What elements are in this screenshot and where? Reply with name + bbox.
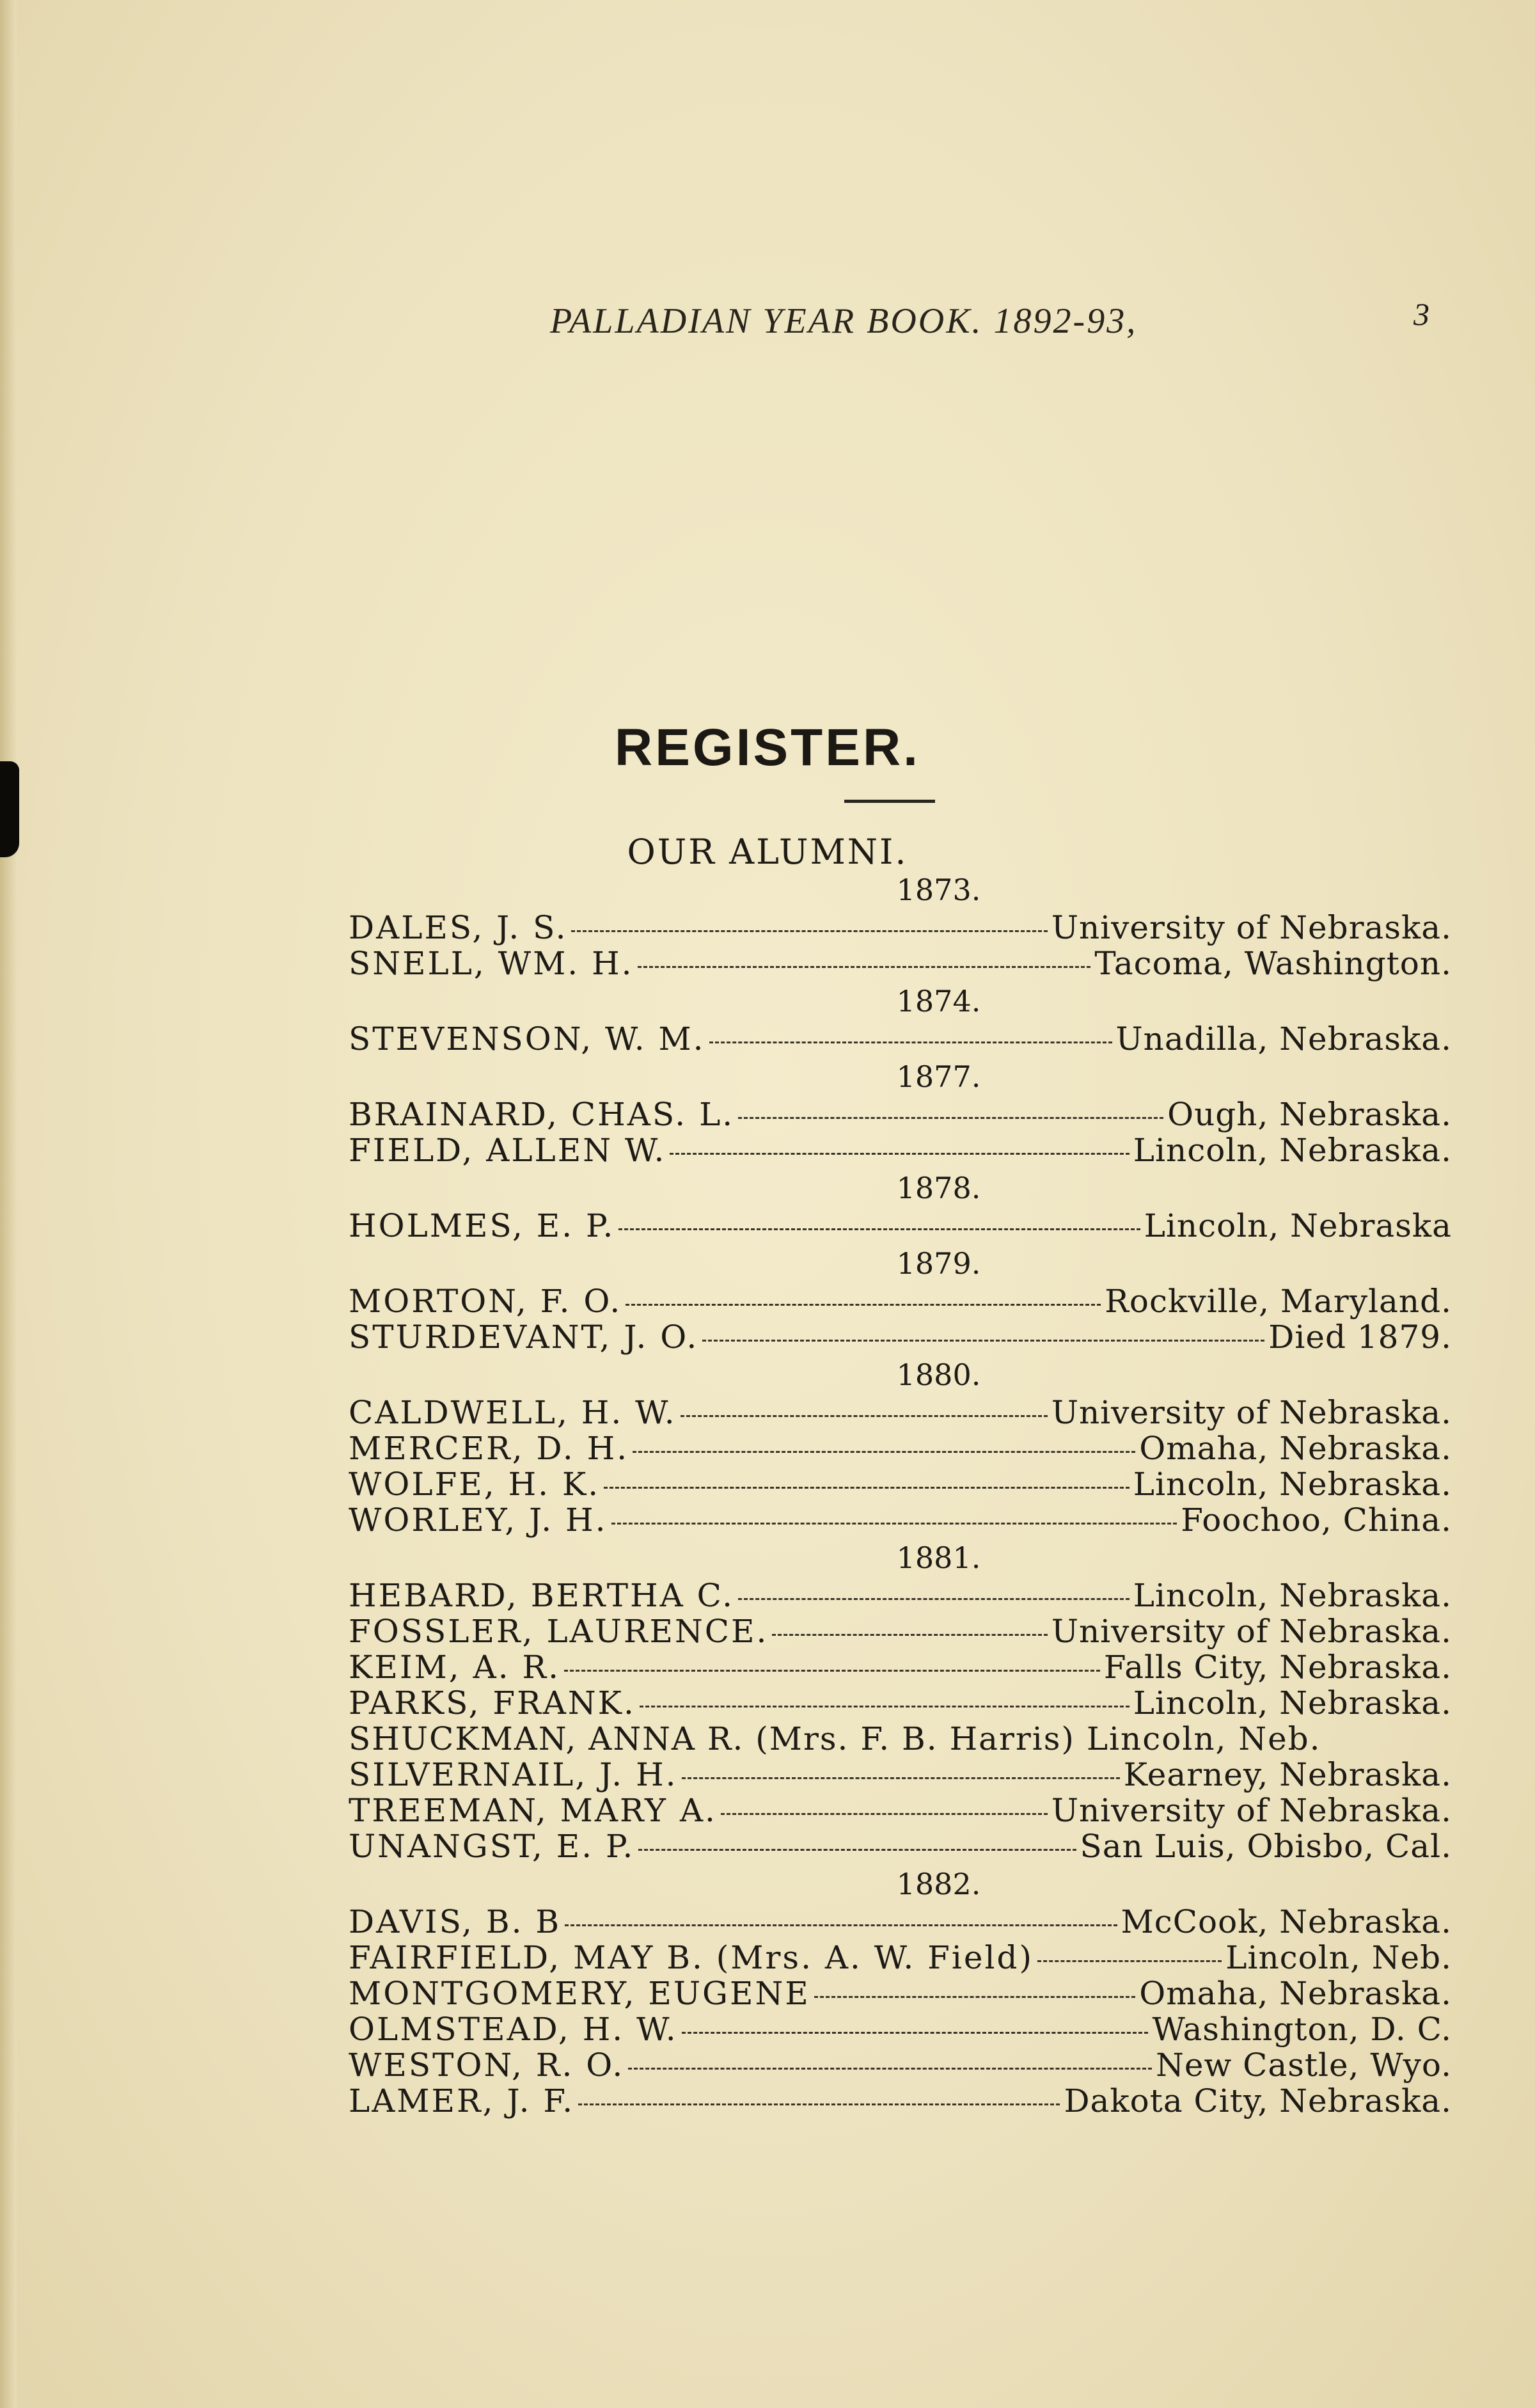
alumni-entry bbox=[349, 1430, 1452, 1466]
alumni-entry bbox=[349, 1021, 1452, 1057]
dot-leader bbox=[738, 1117, 1163, 1119]
title-rule bbox=[844, 800, 935, 803]
dot-leader bbox=[604, 1487, 1130, 1489]
alumni-location: Lincoln, Nebraska. bbox=[1133, 1466, 1452, 1503]
alumni-location: Ough, Nebraska. bbox=[1167, 1096, 1452, 1133]
alumni-entry bbox=[349, 1721, 1452, 1757]
alumni-name: HOLMES, E. P. bbox=[349, 1207, 615, 1244]
binding-edge bbox=[0, 0, 17, 2408]
alumni-location: University of Nebraska. bbox=[1051, 1394, 1452, 1431]
alumni-entry bbox=[349, 1502, 1452, 1538]
alumni-name: CALDWELL, H. W. bbox=[349, 1394, 677, 1431]
dot-leader bbox=[670, 1153, 1129, 1155]
class-year: 1877. bbox=[896, 1059, 981, 1094]
dot-leader bbox=[721, 1813, 1048, 1815]
alumni-name: DALES, J. S. bbox=[349, 909, 568, 946]
alumni-location: University of Nebraska. bbox=[1051, 1792, 1452, 1829]
alumni-location: Lincoln, Neb. bbox=[1225, 1939, 1452, 1976]
alumni-location: Lincoln, Nebraska. bbox=[1133, 1684, 1452, 1722]
alumni-entry bbox=[349, 946, 1452, 981]
alumni-entry bbox=[349, 1466, 1452, 1502]
alumni-location: Washington, D. C. bbox=[1152, 2011, 1452, 2048]
running-title: PALLADIAN YEAR BOOK. 1892-93, bbox=[550, 301, 1138, 341]
dot-leader bbox=[682, 1777, 1120, 1779]
alumni-location: Kearney, Nebraska. bbox=[1123, 1756, 1452, 1793]
alumni-name: SILVERNAIL, J. H. bbox=[349, 1756, 678, 1793]
alumni-entry bbox=[349, 1395, 1452, 1430]
alumni-name: WORLEY, J. H. bbox=[349, 1501, 608, 1539]
alumni-name: MORTON, F. O. bbox=[349, 1283, 622, 1320]
alumni-location: New Castle, Wyo. bbox=[1156, 2047, 1452, 2084]
dot-leader bbox=[738, 1598, 1130, 1600]
alumni-name: TREEMAN, MARY A. bbox=[349, 1792, 717, 1829]
class-year: 1879. bbox=[896, 1246, 981, 1281]
alumni-entry bbox=[349, 1828, 1452, 1864]
alumni-location: Lincoln, Nebraska. bbox=[1133, 1577, 1452, 1614]
alumni-entry bbox=[349, 1613, 1452, 1649]
alumni-name: SHUCKMAN, ANNA R. (Mrs. F. B. Harris) Lincoln, Neb. bbox=[349, 1720, 1321, 1757]
alumni-entry bbox=[349, 1649, 1452, 1685]
alumni-location: Omaha, Nebraska. bbox=[1139, 1430, 1452, 1467]
alumni-name: UNANGST, E. P. bbox=[349, 1828, 635, 1865]
alumni-entry bbox=[349, 2011, 1452, 2047]
dot-leader bbox=[682, 2032, 1149, 2034]
class-year: 1882. bbox=[896, 1867, 981, 1901]
class-year: 1881. bbox=[896, 1541, 981, 1575]
alumni-location: Dakota City, Nebraska. bbox=[1064, 2082, 1452, 2119]
alumni-location: Lincoln, Nebraska. bbox=[1133, 1132, 1452, 1169]
dot-leader bbox=[1037, 1960, 1222, 1962]
page-header bbox=[0, 296, 1535, 352]
dot-leader bbox=[681, 1415, 1048, 1417]
alumni-name: FOSSLER, LAURENCE. bbox=[349, 1613, 769, 1650]
alumni-register bbox=[349, 870, 1452, 2119]
dot-leader bbox=[578, 2103, 1060, 2105]
alumni-name: FAIRFIELD, MAY B. (Mrs. A. W. Field) bbox=[349, 1939, 1034, 1976]
alumni-name: OLMSTEAD, H. W. bbox=[349, 2011, 678, 2048]
alumni-entry bbox=[349, 1319, 1452, 1355]
class-year: 1874. bbox=[896, 984, 981, 1018]
alumni-name: MERCER, D. H. bbox=[349, 1430, 629, 1467]
alumni-location: University of Nebraska. bbox=[1051, 1613, 1452, 1650]
class-year: 1880. bbox=[896, 1358, 981, 1392]
alumni-location: Foochoo, China. bbox=[1181, 1501, 1452, 1539]
alumni-entry bbox=[349, 2047, 1452, 2083]
dot-leader bbox=[638, 1849, 1076, 1851]
alumni-entry bbox=[349, 2083, 1452, 2119]
alumni-location: McCook, Nebraska. bbox=[1121, 1903, 1452, 1940]
alumni-entry bbox=[349, 1793, 1452, 1828]
alumni-entry bbox=[349, 1208, 1452, 1244]
alumni-entry bbox=[349, 1578, 1452, 1613]
alumni-entry bbox=[349, 1283, 1452, 1319]
alumni-name: MONTGOMERY, EUGENE bbox=[349, 1975, 810, 2012]
alumni-name: BRAINARD, CHAS. L. bbox=[349, 1096, 735, 1133]
section-subtitle: OUR ALUMNI. bbox=[627, 832, 908, 872]
alumni-location: San Luis, Obisbo, Cal. bbox=[1080, 1828, 1452, 1865]
alumni-location: University of Nebraska. bbox=[1051, 909, 1452, 946]
alumni-entry bbox=[349, 1097, 1452, 1132]
alumni-name: WESTON, R. O. bbox=[349, 2047, 625, 2084]
alumni-location: Tacoma, Washington. bbox=[1094, 945, 1452, 982]
alumni-entry bbox=[349, 1685, 1452, 1721]
dot-leader bbox=[633, 1451, 1135, 1453]
alumni-name: KEIM, A. R. bbox=[349, 1649, 561, 1686]
alumni-name: PARKS, FRANK. bbox=[349, 1684, 636, 1722]
alumni-location: Omaha, Nebraska. bbox=[1139, 1975, 1452, 2012]
page-number: 3 bbox=[1413, 296, 1429, 332]
alumni-location: Rockville, Maryland. bbox=[1105, 1283, 1452, 1320]
dot-leader bbox=[626, 1304, 1101, 1306]
alumni-location: Unadilla, Nebraska. bbox=[1115, 1020, 1452, 1057]
alumni-name: STEVENSON, W. M. bbox=[349, 1020, 705, 1057]
dot-leader bbox=[814, 1996, 1136, 1998]
alumni-entry bbox=[349, 1976, 1452, 2011]
dot-leader bbox=[628, 2068, 1152, 2070]
dot-leader bbox=[638, 966, 1091, 968]
alumni-name: LAMER, J. F. bbox=[349, 2082, 575, 2119]
alumni-entry bbox=[349, 910, 1452, 946]
alumni-location: Falls City, Nebraska. bbox=[1103, 1649, 1452, 1686]
class-year: 1873. bbox=[896, 873, 981, 907]
alumni-name: STURDEVANT, J. O. bbox=[349, 1319, 699, 1356]
alumni-entry bbox=[349, 1904, 1452, 1940]
dot-leader bbox=[565, 1924, 1117, 1926]
alumni-name: HEBARD, BERTHA C. bbox=[349, 1577, 735, 1614]
alumni-name: FIELD, ALLEN W. bbox=[349, 1132, 666, 1169]
alumni-name: DAVIS, B. B bbox=[349, 1903, 562, 1940]
page-title: REGISTER. bbox=[615, 718, 920, 777]
alumni-entry bbox=[349, 1940, 1452, 1976]
dot-leader bbox=[611, 1523, 1177, 1525]
alumni-location: Lincoln, Nebraska bbox=[1144, 1207, 1452, 1244]
class-year: 1878. bbox=[896, 1171, 981, 1205]
dot-leader bbox=[618, 1228, 1140, 1230]
alumni-name: WOLFE, H. K. bbox=[349, 1466, 601, 1503]
dot-leader bbox=[571, 930, 1047, 932]
alumni-entry bbox=[349, 1757, 1452, 1793]
alumni-location: Died 1879. bbox=[1268, 1319, 1452, 1356]
dot-leader bbox=[702, 1340, 1264, 1342]
dot-leader bbox=[709, 1042, 1112, 1043]
alumni-name: SNELL, WM. H. bbox=[349, 945, 634, 982]
dot-leader bbox=[640, 1706, 1130, 1707]
alumni-entry bbox=[349, 1132, 1452, 1168]
dot-leader bbox=[564, 1670, 1100, 1672]
dot-leader bbox=[772, 1634, 1047, 1636]
